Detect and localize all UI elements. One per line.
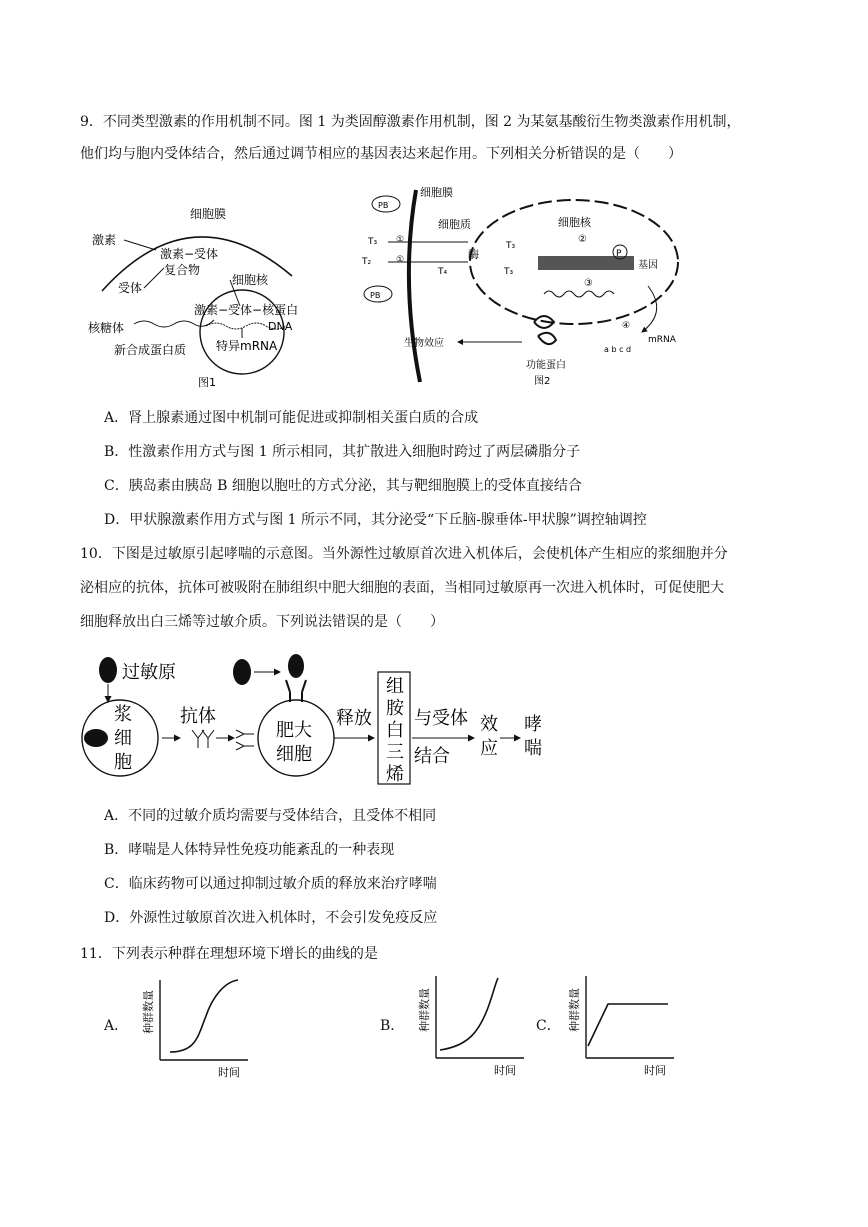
figure-1 <box>82 196 322 392</box>
fig1-complex3-label: 激素−受体−核蛋白 <box>194 303 299 317</box>
allergen-label: 过敏原 <box>122 662 176 683</box>
fig2-n3: ③ <box>584 278 593 289</box>
q10-option-a: A．不同的过敏介质均需要与受体结合，且受体不相同 <box>104 808 437 824</box>
mediator-4: 三 <box>386 742 404 763</box>
q9-option-d: D．甲状腺激素作用方式与图 1 所示不同，其分泌受“下丘脑-腺垂体-甲状腺”调控轴调控 <box>104 512 647 528</box>
effect-2: 应 <box>480 738 498 759</box>
q11-option-b-label: B． <box>380 1018 405 1034</box>
fig2-n4: ④ <box>622 321 631 331</box>
fig2-nucleus-label: 细胞核 <box>558 216 591 229</box>
q11-b-xlabel: 时间 <box>494 1064 516 1077</box>
mediator-2: 胺 <box>386 698 404 719</box>
fig2-n1-bottom: ① <box>396 255 405 265</box>
antibody-label: 抗体 <box>180 706 216 727</box>
q9-stem-line1: 9．不同类型激素的作用机制不同。图 1 为类固醇激素作用机制，图 2 为某氨基酸衍生物类激素作用机制， <box>80 114 741 130</box>
fig2-enzyme: 酶 <box>468 248 479 261</box>
q11-graph-c <box>566 972 678 1080</box>
fig2-t2-left: T₂ <box>362 257 372 267</box>
q10-stem-line3: 细胞释放出白三烯等过敏介质。下列说法错误的是（ ） <box>80 614 444 630</box>
fig1-receptor-label: 受体 <box>118 281 143 295</box>
plasma-cell-3: 胞 <box>114 752 132 773</box>
fig1-dna-label: DNA <box>268 320 293 333</box>
figure-allergy <box>76 650 556 788</box>
q11-graph-a <box>140 976 252 1080</box>
bind-label-1: 与受体 <box>414 708 468 729</box>
fig2-n1-top: ① <box>396 235 405 245</box>
mast-cell-2: 细胞 <box>276 744 312 765</box>
q11-stem: 11．下列表示种群在理想环境下增长的曲线的是 <box>80 946 378 962</box>
fig1-new-protein-label: 新合成蛋白质 <box>114 343 187 357</box>
q11-a-xlabel: 时间 <box>218 1066 240 1079</box>
fig2-mrna: mRNA <box>648 335 676 345</box>
fig1-ribosome-label: 核糖体 <box>88 321 125 335</box>
fig1-caption: 图1 <box>198 376 216 389</box>
effect-1: 效 <box>480 714 498 735</box>
q10-stem-line1: 10．下图是过敏原引起哮喘的示意图。当外源性过敏原首次进入机体后，会使机体产生相应的浆细胞并分 <box>80 546 728 562</box>
mediator-5: 烯 <box>386 764 404 785</box>
fig2-cytoplasm-label: 细胞质 <box>438 218 471 231</box>
plasma-cell-1: 浆 <box>114 704 132 725</box>
q9-option-a: A．肾上腺素通过图中机制可能促进或抑制相关蛋白质的合成 <box>104 410 479 426</box>
q11-c-xlabel: 时间 <box>644 1064 666 1077</box>
release-label: 释放 <box>336 708 372 729</box>
mast-cell-1: 肥大 <box>276 720 312 741</box>
fig2-t4: T₄ <box>438 267 448 277</box>
q9-option-c: C．胰岛素由胰岛 B 细胞以胞吐的方式分泌，其与靶细胞膜上的受体直接结合 <box>104 478 582 494</box>
fig1-nucleus-label: 细胞核 <box>232 273 269 287</box>
fig2-n2: ② <box>578 234 587 245</box>
bind-label-2: 结合 <box>414 746 450 767</box>
fig2-caption: 图2 <box>534 376 551 387</box>
fig2-gene: 基因 <box>638 260 658 271</box>
q11-c-ylabel: 种群数量 <box>568 988 581 1032</box>
fig1-membrane-label: 细胞膜 <box>190 207 227 221</box>
fig2-effect: 生物效应 <box>404 338 444 349</box>
fig2-t3-nucleus: T₃ <box>506 241 516 251</box>
q10-stem-line2: 泌相应的抗体，抗体可被吸附在肺组织中肥大细胞的表面，当相同过敏原再一次进入机体时，可促使肥大 <box>80 580 724 596</box>
q11-option-c-label: C． <box>536 1018 561 1034</box>
fig2-t3-left: T₃ <box>368 237 378 247</box>
mediator-3: 白 <box>386 720 404 741</box>
q9-option-b: B．性激素作用方式与图 1 所示相同，其扩散进入细胞时跨过了两层磷脂分子 <box>104 444 581 460</box>
fig1-complex2-label: 复合物 <box>164 263 201 277</box>
fig1-complex1-label: 激素−受体 <box>160 247 219 261</box>
fig2-membrane-label: 细胞膜 <box>420 186 453 199</box>
q11-a-ylabel: 种群数量 <box>142 990 155 1034</box>
mediator-1: 组 <box>386 676 404 697</box>
plasma-cell-2: 细 <box>114 728 132 749</box>
fig2-pb-top: PB <box>378 201 389 210</box>
q11-b-ylabel: 种群数量 <box>418 988 431 1032</box>
fig2-func-protein: 功能蛋白 <box>526 360 566 371</box>
figure-2 <box>358 182 686 394</box>
q10-option-d: D．外源性过敏原首次进入机体时，不会引发免疫反应 <box>104 910 438 926</box>
fig2-pb-bottom: PB <box>370 291 381 300</box>
q10-option-c: C．临床药物可以通过抑制过敏介质的释放来治疗哮喘 <box>104 876 437 892</box>
fig2-t3-inner: T₃ <box>504 267 514 277</box>
asthma-2: 喘 <box>524 738 542 759</box>
fig2-abcd: a b c d <box>604 345 632 354</box>
q9-stem-line2: 他们均与胞内受体结合，然后通过调节相应的基因表达来起作用。下列相关分析错误的是（ ） <box>80 146 682 162</box>
fig1-hormone-label: 激素 <box>92 233 117 247</box>
fig1-mrna-label: 特异mRNA <box>216 339 278 353</box>
q11-option-a-label: A． <box>104 1018 129 1034</box>
fig2-p: P <box>616 249 622 259</box>
asthma-1: 哮 <box>524 714 542 735</box>
q10-option-b: B．哮喘是人体特异性免疫功能紊乱的一种表现 <box>104 842 395 858</box>
q11-graph-b <box>416 972 528 1080</box>
